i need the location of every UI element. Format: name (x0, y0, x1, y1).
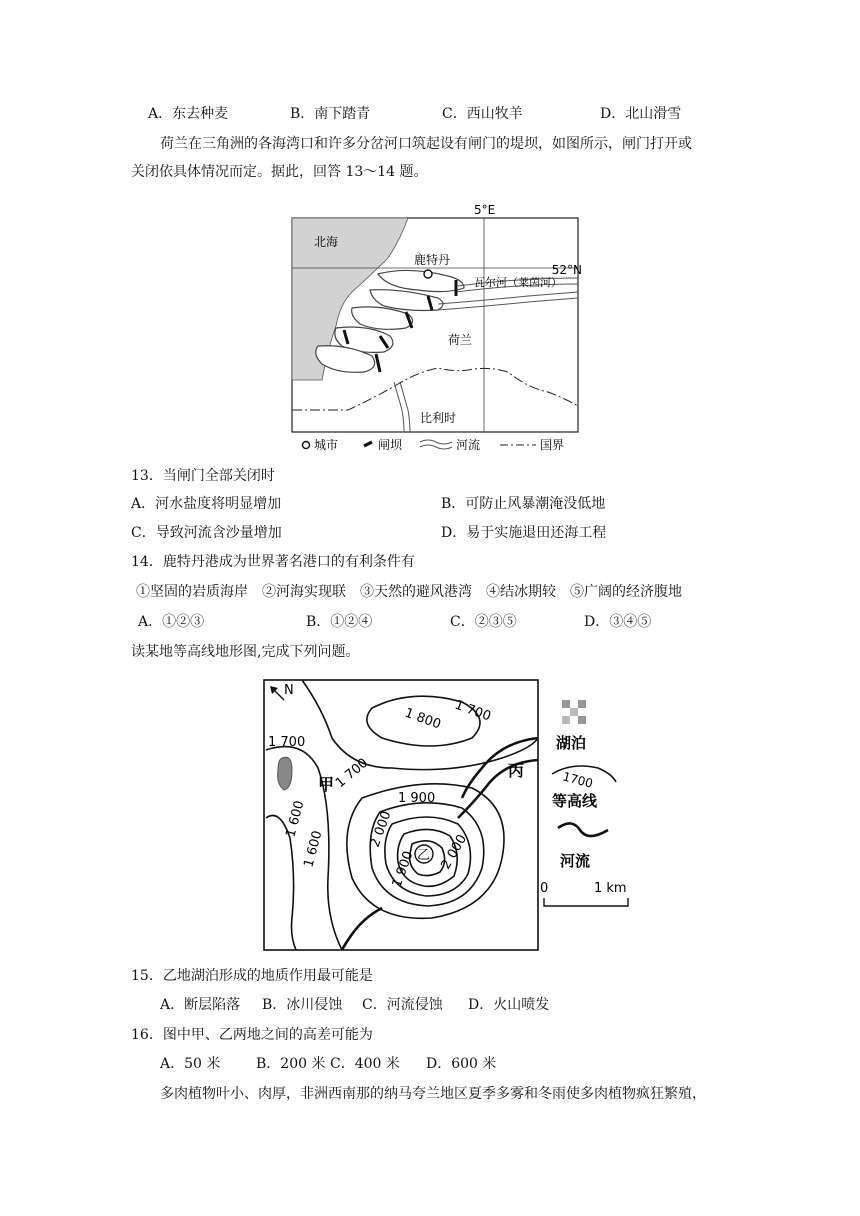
q15-stem: 15．乙地湖泊形成的地质作用最可能是 (131, 968, 373, 984)
map1-city-label: 鹿特丹 (414, 253, 451, 267)
netherlands-delta-map (288, 196, 588, 456)
legend-dam-label: 闸坝 (378, 438, 403, 452)
q12-option-b: B．南下踏青 (290, 106, 371, 122)
legend-river-label-2: 河流 (560, 852, 591, 870)
q15-option-b: B．冰川侵蚀 (262, 997, 343, 1013)
q12-option-a: A．东去种麦 (148, 106, 229, 122)
q16-option-d: D．600 米 (426, 1056, 497, 1072)
contour-label-1900-bottom: 1 900 (389, 849, 417, 890)
q14-option-a: A．①②③ (138, 614, 205, 630)
legend-border-label: 国界 (540, 438, 565, 452)
map1-sea-label: 北海 (314, 235, 339, 249)
legend-river-label: 河流 (456, 438, 481, 452)
legend-river-icon-2 (558, 823, 608, 836)
contour-label-1700-c: 1 700 (332, 755, 372, 792)
scale-km-label: 1 km (594, 881, 627, 896)
q15-option-c: C．河流侵蚀 (362, 997, 443, 1013)
contour-label-1700-a: 1 700 (452, 697, 493, 725)
map1-river-label: 瓦尔河（莱茵河） (474, 276, 562, 289)
contour-label-1800: 1 800 (402, 705, 443, 733)
lake-jia-icon (278, 757, 292, 790)
place-yi-label: 乙 (417, 848, 431, 863)
map1-lat-label: 52°N (551, 263, 582, 277)
q13-stem: 13．当闸门全部关闭时 (131, 468, 275, 484)
legend-lake-icon (562, 700, 586, 724)
trailing-paragraph: 多肉植物叶小、肉厚，非洲西南那的纳马夸兰地区夏季多雾和冬雨使多肉植物疯狂繁殖， (160, 1086, 706, 1102)
contour-label-2000-left: 2 000 (367, 809, 395, 850)
scale-zero-label: 0 (540, 881, 549, 896)
intro-13-14-line1: 荷兰在三角洲的各海湾口和许多分岔河口筑起设有闸门的堤坝，如图所示，闸门打开或 (160, 136, 692, 152)
q14-option-c: C．②③⑤ (450, 614, 517, 630)
q13-option-b: B．可防止风暴潮淹没低地 (441, 496, 606, 512)
contour-label-1600-a: 1 600 (283, 799, 308, 840)
q14-option-b: B．①②④ (306, 614, 373, 630)
contour-label-1600-b: 1 600 (301, 829, 326, 870)
q15-option-d: D．火山喷发 (468, 997, 550, 1013)
q16-stem: 16．图中甲、乙两地之间的高差可能为 (131, 1027, 373, 1043)
legend-city-icon (303, 442, 310, 449)
q14-option-d: D．③④⑤ (584, 614, 652, 630)
q16-option-c: C．400 米 (330, 1056, 400, 1072)
intro-15-16: 读某地等高线地形图,完成下列问题。 (131, 644, 360, 660)
rotterdam-city-icon (424, 270, 432, 278)
map1-country-label: 荷兰 (448, 333, 473, 347)
q13-option-d: D．易于实施退田还海工程 (441, 525, 607, 541)
contour-label-2000-right: 2 000 (438, 832, 471, 872)
q16-option-a: A．50 米 (160, 1056, 221, 1072)
q13-option-c: C．导致河流含沙量增加 (131, 525, 282, 541)
q14-items: ①坚固的岩质海岸 ②河海实现联 ③天然的避风港湾 ④结冰期较 ⑤广阔的经济腹地 (136, 584, 682, 600)
legend-river-icon (420, 440, 452, 449)
contour-map (262, 678, 642, 958)
place-jia-label: 甲 (318, 775, 335, 794)
q12-option-c: C．西山牧羊 (442, 106, 523, 122)
legend-contour-value: 1700 (561, 769, 595, 791)
legend-lake-label: 湖泊 (556, 734, 587, 752)
q15-option-a: A．断层陷落 (160, 997, 241, 1013)
scale-bar (544, 898, 628, 906)
intro-13-14-line2: 关闭依具体情况而定。据此，回答 13～14 题。 (131, 164, 428, 180)
contour-label-1900-top: 1 900 (398, 791, 436, 806)
map1-neighbor-label: 比利时 (420, 411, 457, 425)
legend-dam-icon (364, 442, 372, 446)
map1-lon-label: 5°E (474, 203, 496, 217)
q12-option-d: D．北山滑雪 (600, 106, 682, 122)
place-bing-label: 丙 (508, 761, 525, 780)
q14-stem: 14．鹿特丹港成为世界著名港口的有利条件有 (131, 554, 415, 570)
contour-label-1700-b: 1 700 (268, 735, 306, 750)
legend-city-label: 城市 (314, 438, 339, 452)
q16-option-b: B．200 米 (256, 1056, 326, 1072)
north-label: N (284, 683, 294, 698)
q13-option-a: A．河水盐度将明显增加 (131, 496, 282, 512)
legend-contour-label: 等高线 (552, 792, 598, 810)
